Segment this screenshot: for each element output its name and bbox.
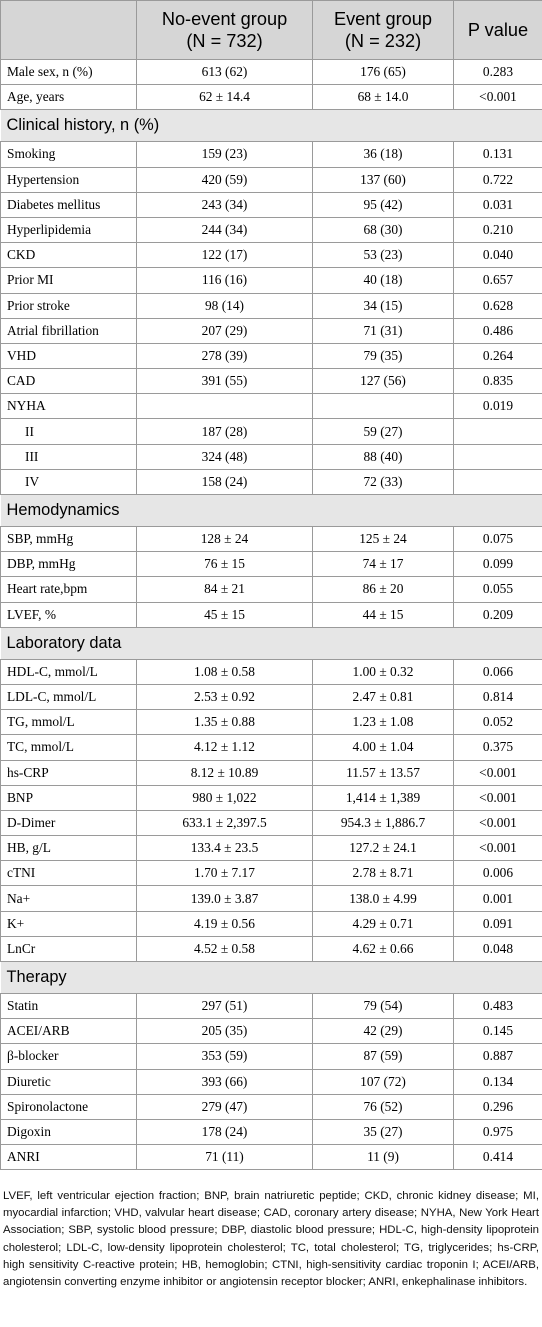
section-title: Laboratory data	[1, 627, 542, 659]
row-label: CAD	[1, 369, 137, 394]
event-value: 76 (52)	[313, 1094, 454, 1119]
table-row	[1, 684, 542, 709]
no-event-value: 122 (17)	[137, 243, 313, 268]
event-value: 79 (54)	[313, 994, 454, 1019]
row-label: CKD	[1, 243, 137, 268]
event-value: 34 (15)	[313, 293, 454, 318]
p-value: 0.066	[454, 659, 542, 684]
p-value: <0.001	[454, 836, 542, 861]
no-event-value: 8.12 ± 10.89	[137, 760, 313, 785]
row-label: hs-CRP	[1, 760, 137, 785]
no-event-value: 980 ± 1,022	[137, 785, 313, 810]
table-row	[1, 602, 542, 627]
table-row	[1, 167, 542, 192]
row-label: III	[1, 444, 137, 469]
table-row	[1, 419, 542, 444]
section-title: Hemodynamics	[1, 495, 542, 527]
row-label: IV	[1, 469, 137, 494]
event-value: 59 (27)	[313, 419, 454, 444]
row-label: HB, g/L	[1, 836, 137, 861]
row-label: LDL-C, mmol/L	[1, 684, 137, 709]
p-value: 0.835	[454, 369, 542, 394]
table-row	[1, 1145, 542, 1170]
p-value: 0.657	[454, 268, 542, 293]
table-body	[1, 60, 542, 1170]
no-event-value: 420 (59)	[137, 167, 313, 192]
event-value: 4.29 ± 0.71	[313, 911, 454, 936]
table-row	[1, 60, 542, 85]
table-row	[1, 659, 542, 684]
no-event-value: 2.53 ± 0.92	[137, 684, 313, 709]
row-label: Age, years	[1, 85, 137, 110]
row-label: LVEF, %	[1, 602, 137, 627]
row-label: Diabetes mellitus	[1, 192, 137, 217]
event-value: 138.0 ± 4.99	[313, 886, 454, 911]
table-row	[1, 994, 542, 1019]
p-value: 0.296	[454, 1094, 542, 1119]
p-value: <0.001	[454, 85, 542, 110]
no-event-value: 98 (14)	[137, 293, 313, 318]
row-label: NYHA	[1, 394, 137, 419]
no-event-value	[137, 394, 313, 419]
row-label: BNP	[1, 785, 137, 810]
no-event-value: 613 (62)	[137, 60, 313, 85]
p-value: 0.052	[454, 710, 542, 735]
p-value: 0.264	[454, 343, 542, 368]
table-row	[1, 886, 542, 911]
p-value: 0.209	[454, 602, 542, 627]
row-label: D-Dimer	[1, 810, 137, 835]
event-value: 87 (59)	[313, 1044, 454, 1069]
header-p-value: P value	[454, 1, 542, 60]
no-event-value: 4.19 ± 0.56	[137, 911, 313, 936]
no-event-value: 71 (11)	[137, 1145, 313, 1170]
p-value: 0.375	[454, 735, 542, 760]
p-value	[454, 469, 542, 494]
no-event-value: 207 (29)	[137, 318, 313, 343]
no-event-value: 297 (51)	[137, 994, 313, 1019]
no-event-value: 45 ± 15	[137, 602, 313, 627]
p-value: 0.091	[454, 911, 542, 936]
row-label: Digoxin	[1, 1119, 137, 1144]
table-row	[1, 911, 542, 936]
event-value: 1.23 ± 1.08	[313, 710, 454, 735]
table-row	[1, 469, 542, 494]
event-value: 79 (35)	[313, 343, 454, 368]
table-row	[1, 735, 542, 760]
row-label: TC, mmol/L	[1, 735, 137, 760]
no-event-value: 4.12 ± 1.12	[137, 735, 313, 760]
table-row	[1, 861, 542, 886]
table-row	[1, 836, 542, 861]
event-value: 4.00 ± 1.04	[313, 735, 454, 760]
event-value: 107 (72)	[313, 1069, 454, 1094]
row-label: II	[1, 419, 137, 444]
no-event-value: 187 (28)	[137, 419, 313, 444]
table-row	[1, 268, 542, 293]
event-value: 68 ± 14.0	[313, 85, 454, 110]
event-value: 42 (29)	[313, 1019, 454, 1044]
header-event-n: (N = 232)	[344, 31, 422, 51]
event-value: 72 (33)	[313, 469, 454, 494]
table-row	[1, 760, 542, 785]
no-event-value: 205 (35)	[137, 1019, 313, 1044]
no-event-value: 391 (55)	[137, 369, 313, 394]
no-event-value: 279 (47)	[137, 1094, 313, 1119]
event-value: 53 (23)	[313, 243, 454, 268]
event-value: 40 (18)	[313, 268, 454, 293]
event-value: 11.57 ± 13.57	[313, 760, 454, 785]
table-row	[1, 527, 542, 552]
row-label: cTNI	[1, 861, 137, 886]
no-event-value: 116 (16)	[137, 268, 313, 293]
row-label: β-blocker	[1, 1044, 137, 1069]
event-value: 127 (56)	[313, 369, 454, 394]
row-label: K+	[1, 911, 137, 936]
p-value: 0.131	[454, 142, 542, 167]
section-header-row	[1, 110, 542, 142]
row-label: SBP, mmHg	[1, 527, 137, 552]
no-event-value: 1.08 ± 0.58	[137, 659, 313, 684]
event-value: 954.3 ± 1,886.7	[313, 810, 454, 835]
row-label: Spironolactone	[1, 1094, 137, 1119]
p-value: 0.040	[454, 243, 542, 268]
table-header-row	[1, 1, 542, 60]
no-event-value: 243 (34)	[137, 192, 313, 217]
p-value: 0.145	[454, 1019, 542, 1044]
table-row	[1, 217, 542, 242]
no-event-value: 278 (39)	[137, 343, 313, 368]
row-label: Prior MI	[1, 268, 137, 293]
header-event-title: Event group	[333, 9, 433, 29]
event-value: 95 (42)	[313, 192, 454, 217]
event-value: 44 ± 15	[313, 602, 454, 627]
row-label: ANRI	[1, 1145, 137, 1170]
p-value	[454, 444, 542, 469]
row-label: VHD	[1, 343, 137, 368]
table-row	[1, 343, 542, 368]
row-label: HDL-C, mmol/L	[1, 659, 137, 684]
event-value: 137 (60)	[313, 167, 454, 192]
header-no-event-n: (N = 732)	[186, 31, 263, 51]
header-label-cell	[1, 1, 137, 60]
table-row	[1, 369, 542, 394]
p-value: 0.099	[454, 552, 542, 577]
event-value: 1,414 ± 1,389	[313, 785, 454, 810]
table-row	[1, 1019, 542, 1044]
table-row	[1, 710, 542, 735]
event-value: 74 ± 17	[313, 552, 454, 577]
p-value: 0.134	[454, 1069, 542, 1094]
row-label: Na+	[1, 886, 137, 911]
no-event-value: 178 (24)	[137, 1119, 313, 1144]
table-row	[1, 1069, 542, 1094]
row-label: Statin	[1, 994, 137, 1019]
table-footnote: LVEF, left ventricular ejection fraction; BNP, brain natriuretic peptide; CKD, chronic kidney disease; MI, myocardial infarction; VHD, valvular heart disease; CAD, coronary artery disease; NYHA, New York Heart Association; SBP, systolic blood pressure; DBP, diastolic blood pressure; HDL-C, high-density lipoprotein cholesterol; LDL-C, low-density lipoprotein cholesterol; TC, total cholesterol; TG, triglycerides; hs-CRP, high sensitivity C-reactive protein; HB, hemoglobin; CTNI, high-sensitivity cardiac troponin I; ACEI/ARB, angiotensin converting enzyme inhibitor or angiotensin receptor blocker; ANRI, enkephalinase inhibitors.	[3, 1190, 539, 1289]
row-label: Hypertension	[1, 167, 137, 192]
no-event-value: 128 ± 24	[137, 527, 313, 552]
table-row	[1, 785, 542, 810]
table-row	[1, 293, 542, 318]
section-title: Therapy	[1, 962, 542, 994]
row-label: Atrial fibrillation	[1, 318, 137, 343]
header-event-group	[313, 1, 454, 60]
table-row	[1, 192, 542, 217]
table-row	[1, 936, 542, 961]
section-header-row	[1, 495, 542, 527]
p-value: 0.975	[454, 1119, 542, 1144]
p-value: <0.001	[454, 760, 542, 785]
row-label: ACEI/ARB	[1, 1019, 137, 1044]
table-row	[1, 577, 542, 602]
event-value: 2.78 ± 8.71	[313, 861, 454, 886]
event-value: 127.2 ± 24.1	[313, 836, 454, 861]
p-value: 0.483	[454, 994, 542, 1019]
p-value: 0.722	[454, 167, 542, 192]
section-header-row	[1, 627, 542, 659]
no-event-value: 633.1 ± 2,397.5	[137, 810, 313, 835]
table-row	[1, 1119, 542, 1144]
row-label: TG, mmol/L	[1, 710, 137, 735]
section-title: Clinical history, n (%)	[1, 110, 542, 142]
event-value: 11 (9)	[313, 1145, 454, 1170]
no-event-value: 1.70 ± 7.17	[137, 861, 313, 886]
row-label: Male sex, n (%)	[1, 60, 137, 85]
no-event-value: 133.4 ± 23.5	[137, 836, 313, 861]
row-label: Hyperlipidemia	[1, 217, 137, 242]
table-row	[1, 318, 542, 343]
p-value: <0.001	[454, 810, 542, 835]
table-row	[1, 552, 542, 577]
no-event-value: 62 ± 14.4	[137, 85, 313, 110]
table-row	[1, 85, 542, 110]
event-value: 68 (30)	[313, 217, 454, 242]
p-value	[454, 419, 542, 444]
p-value: <0.001	[454, 785, 542, 810]
p-value: 0.210	[454, 217, 542, 242]
no-event-value: 84 ± 21	[137, 577, 313, 602]
table-row	[1, 243, 542, 268]
p-value: 0.006	[454, 861, 542, 886]
row-label: Diuretic	[1, 1069, 137, 1094]
p-value: 0.283	[454, 60, 542, 85]
no-event-value: 244 (34)	[137, 217, 313, 242]
no-event-value: 353 (59)	[137, 1044, 313, 1069]
p-value: 0.019	[454, 394, 542, 419]
event-value	[313, 394, 454, 419]
row-label: Smoking	[1, 142, 137, 167]
event-value: 2.47 ± 0.81	[313, 684, 454, 709]
p-value: 0.055	[454, 577, 542, 602]
p-value: 0.001	[454, 886, 542, 911]
section-header-row	[1, 962, 542, 994]
p-value: 0.075	[454, 527, 542, 552]
table-row	[1, 1044, 542, 1069]
header-no-event-group	[137, 1, 313, 60]
p-value: 0.031	[454, 192, 542, 217]
row-label: DBP, mmHg	[1, 552, 137, 577]
no-event-value: 139.0 ± 3.87	[137, 886, 313, 911]
table-row	[1, 394, 542, 419]
event-value: 71 (31)	[313, 318, 454, 343]
no-event-value: 393 (66)	[137, 1069, 313, 1094]
event-value: 176 (65)	[313, 60, 454, 85]
event-value: 36 (18)	[313, 142, 454, 167]
table-row	[1, 1094, 542, 1119]
no-event-value: 76 ± 15	[137, 552, 313, 577]
table-row	[1, 810, 542, 835]
event-value: 1.00 ± 0.32	[313, 659, 454, 684]
p-value: 0.048	[454, 936, 542, 961]
table-row	[1, 444, 542, 469]
p-value: 0.814	[454, 684, 542, 709]
event-value: 35 (27)	[313, 1119, 454, 1144]
no-event-value: 4.52 ± 0.58	[137, 936, 313, 961]
no-event-value: 1.35 ± 0.88	[137, 710, 313, 735]
event-value: 125 ± 24	[313, 527, 454, 552]
event-value: 86 ± 20	[313, 577, 454, 602]
event-value: 4.62 ± 0.66	[313, 936, 454, 961]
row-label: Prior stroke	[1, 293, 137, 318]
no-event-value: 324 (48)	[137, 444, 313, 469]
no-event-value: 158 (24)	[137, 469, 313, 494]
p-value: 0.887	[454, 1044, 542, 1069]
no-event-value: 159 (23)	[137, 142, 313, 167]
row-label: Heart rate,bpm	[1, 577, 137, 602]
p-value: 0.486	[454, 318, 542, 343]
event-value: 88 (40)	[313, 444, 454, 469]
row-label: LnCr	[1, 936, 137, 961]
p-value: 0.414	[454, 1145, 542, 1170]
header-no-event-title: No-event group	[161, 9, 288, 29]
p-value: 0.628	[454, 293, 542, 318]
table-row	[1, 142, 542, 167]
